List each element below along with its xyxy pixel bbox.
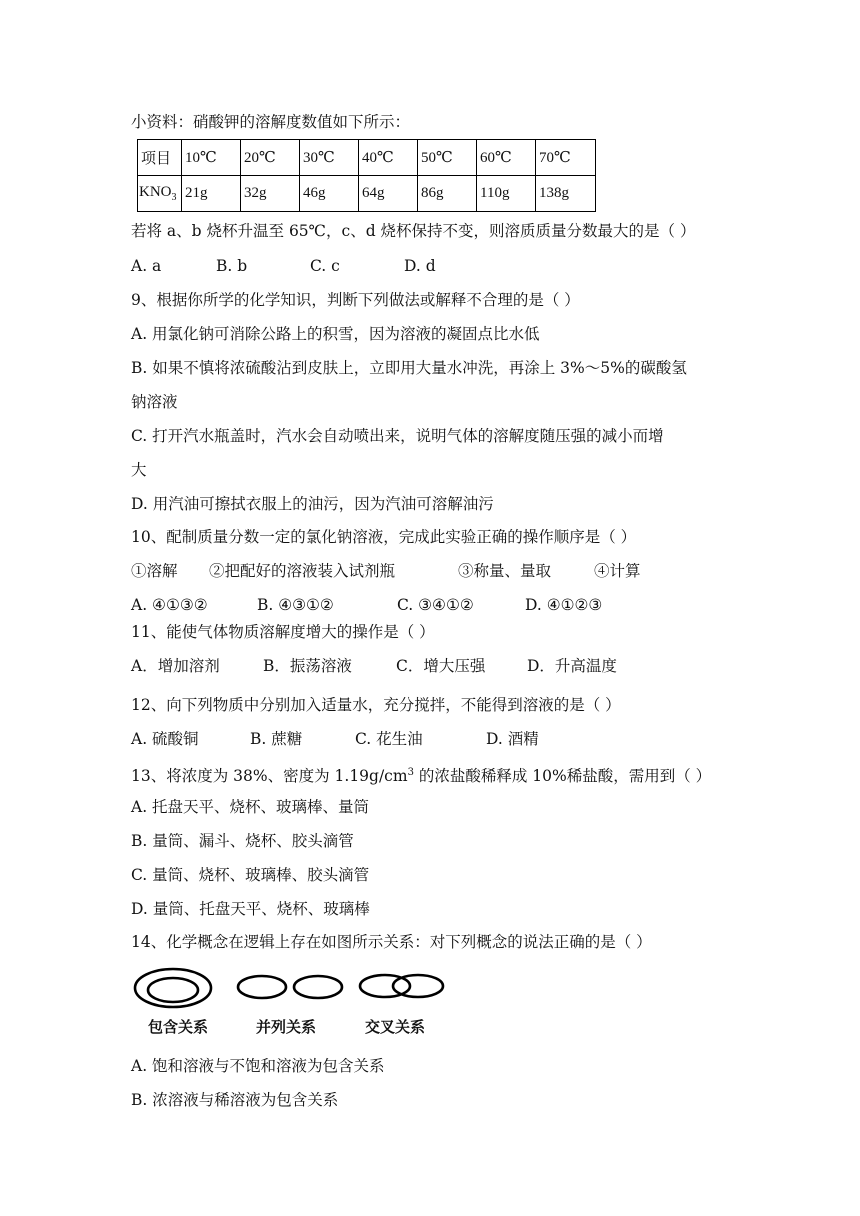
q9-option-d: D. 用汽油可擦拭衣服上的油污，因为汽油可溶解油污 (131, 495, 494, 513)
option: D. 酒精 (486, 730, 539, 748)
table-cell: 110g (477, 176, 536, 212)
parallel-left-ellipse (238, 976, 286, 998)
q13-option-b: B. 量筒、漏斗、烧杯、胶头滴管 (131, 832, 354, 850)
option: C. c (310, 257, 340, 275)
option: B．振荡溶液 (263, 657, 352, 675)
option: D. ④①②③ (525, 596, 603, 614)
table-cell (138, 176, 182, 212)
step: ③称量、量取 (458, 562, 552, 580)
q13-option-d: D. 量筒、托盘天平、烧杯、玻璃棒 (131, 900, 370, 918)
q9-option-c: C. 打开汽水瓶盖时，汽水会自动喷出来，说明气体的溶解度随压强的减小而增 (131, 427, 664, 445)
table-cell: 138g (536, 176, 596, 212)
option: B. 蔗糖 (250, 730, 303, 748)
q11-options (131, 656, 617, 676)
option: A. a (131, 257, 162, 275)
containing-inner-ellipse (148, 978, 198, 1002)
intro-text: 小资料：硝酸钾的溶解度数值如下所示： (131, 113, 411, 131)
solubility-table (137, 139, 596, 212)
kno3-sub: 3 (171, 192, 177, 203)
table-cell: 项目 (138, 140, 182, 176)
q10-stem: 10、配制质量分数一定的氯化钠溶液，完成此实验正确的操作顺序是（ ） (131, 528, 637, 546)
q9-stem: 9、根据你所学的化学知识，判断下列做法或解释不合理的是（ ） (131, 291, 580, 309)
option: D. d (404, 257, 436, 275)
q9-option-b-cont: 钠溶液 (131, 393, 178, 411)
intersect-right-ellipse (393, 975, 443, 997)
label-containing: 包含关系 (148, 1018, 209, 1036)
label-parallel: 并列关系 (256, 1018, 317, 1036)
q13-stem-post: 的浓盐酸稀释成 10%稀盐酸，需用到（ ） (413, 767, 712, 786)
q12-options (131, 729, 539, 749)
option: A．增加溶剂 (131, 657, 220, 675)
table-cell: 60℃ (477, 140, 536, 176)
q13-stem (131, 763, 711, 786)
q10-steps (131, 561, 641, 581)
relation-diagram (131, 964, 451, 1044)
parallel-right-ellipse (294, 976, 342, 998)
option: C．增大压强 (396, 657, 486, 675)
table-cell: 50℃ (418, 140, 477, 176)
kno3-main: KNO (139, 184, 172, 200)
table-cell: 20℃ (241, 140, 300, 176)
step: ①溶解 (131, 562, 178, 580)
q10-options (131, 595, 602, 615)
table-cell: 21g (182, 176, 241, 212)
step: ②把配好的溶液装入试剂瓶 (209, 562, 396, 580)
table-cell: 46g (300, 176, 359, 212)
step: ④计算 (594, 562, 641, 580)
table-cell: 86g (418, 176, 477, 212)
table-row (138, 176, 596, 212)
option: B. b (216, 257, 248, 275)
q9-option-c-cont: 大 (131, 461, 147, 479)
table-cell: 32g (241, 176, 300, 212)
q12-stem: 12、向下列物质中分别加入适量水，充分搅拌，不能得到溶液的是（ ） (131, 696, 621, 714)
q14-option-a: A. 饱和溶液与不饱和溶液为包含关系 (131, 1057, 385, 1075)
table-cell: 70℃ (536, 140, 596, 176)
relation-shapes (131, 964, 451, 1014)
option: A. ④①③② (131, 596, 208, 614)
q8-stem: 若将 a、b 烧杯升温至 65℃，c、d 烧杯保持不变，则溶质质量分数最大的是（ ） (131, 222, 696, 240)
option: D．升高温度 (527, 657, 617, 675)
option: B. ④③①② (257, 596, 334, 614)
table-cell: 40℃ (359, 140, 418, 176)
table-cell: 30℃ (300, 140, 359, 176)
q8-options (131, 256, 436, 276)
table-cell: 64g (359, 176, 418, 212)
q13-option-a: A. 托盘天平、烧杯、玻璃棒、量筒 (131, 798, 370, 816)
table-cell: 10℃ (182, 140, 241, 176)
q13-option-c: C. 量筒、烧杯、玻璃棒、胶头滴管 (131, 866, 370, 884)
q13-stem-sup: 3 (407, 767, 414, 778)
q14-stem: 14、化学概念在逻辑上存在如图所示关系：对下列概念的说法正确的是（ ） (131, 933, 652, 951)
q9-option-b: B. 如果不慎将浓硫酸沾到皮肤上，立即用大量水冲洗，再涂上 3%～5%的碳酸氢 (131, 359, 687, 377)
option: C. 花生油 (355, 730, 423, 748)
label-intersect: 交叉关系 (365, 1018, 426, 1036)
option: C. ③④①② (397, 596, 474, 614)
q11-stem: 11、能使气体物质溶解度增大的操作是（ ） (131, 623, 435, 641)
q13-stem-pre: 13、将浓度为 38%、密度为 1.19g/cm (131, 767, 408, 786)
q9-option-a: A. 用氯化钠可消除公路上的积雪，因为溶液的凝固点比水低 (131, 325, 540, 343)
table-row (138, 140, 596, 176)
q14-option-b: B. 浓溶液与稀溶液为包含关系 (131, 1091, 339, 1109)
option: A. 硫酸铜 (131, 730, 199, 748)
